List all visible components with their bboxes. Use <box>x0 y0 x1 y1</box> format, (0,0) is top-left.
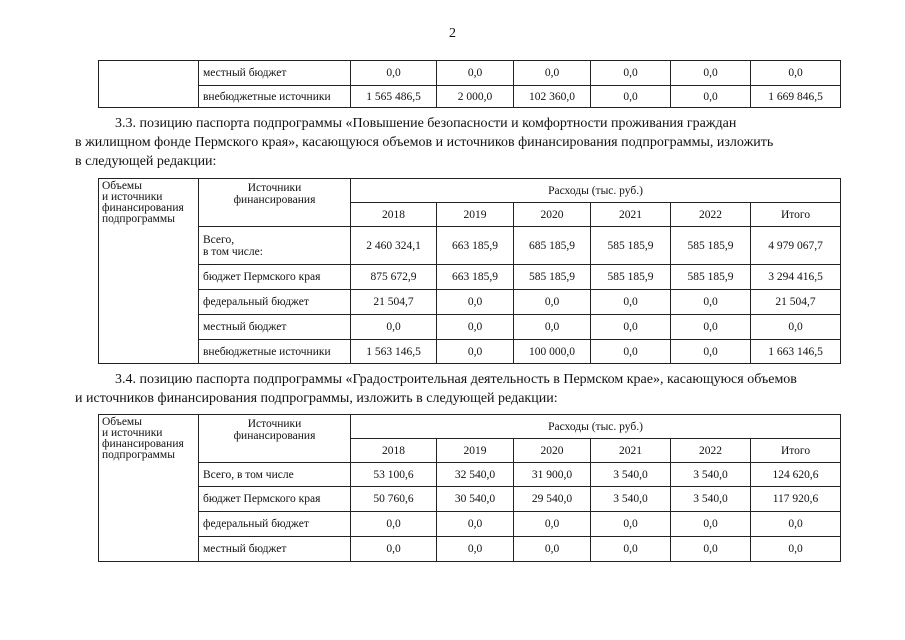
value-cell: 3 540,0 <box>671 487 751 512</box>
value-cell: 0,0 <box>751 61 841 86</box>
value-cell: 0,0 <box>437 61 514 86</box>
objem-line: подпрограммы <box>102 213 175 225</box>
header-line: финансирования <box>233 194 316 206</box>
source-cell <box>199 227 351 265</box>
value-cell: 0,0 <box>514 537 591 562</box>
paragraph-line: в жилищном фонде Пермского края», касающуюся объемов и источников финансирования подпрограммы, изложить <box>75 135 774 150</box>
value-cell: 29 540,0 <box>514 487 591 512</box>
value-cell: 0,0 <box>671 537 751 562</box>
year-header: 2021 <box>591 439 671 463</box>
value-cell: 0,0 <box>751 315 841 340</box>
value-cell: 0,0 <box>437 290 514 315</box>
sources-header <box>199 415 351 463</box>
value-cell: 663 185,9 <box>437 265 514 290</box>
source-cell: бюджет Пермского края <box>199 265 351 290</box>
table-3-3 <box>98 178 841 364</box>
objem-cell <box>99 61 199 108</box>
source-line: Всего, <box>203 233 235 246</box>
sources-header <box>199 179 351 227</box>
value-cell: 663 185,9 <box>437 227 514 265</box>
year-header: Итого <box>751 439 841 463</box>
year-header: 2018 <box>351 439 437 463</box>
value-cell: 0,0 <box>671 512 751 537</box>
value-cell: 3 540,0 <box>591 463 671 487</box>
objem-cell <box>99 179 199 364</box>
header-line: Источники <box>247 182 302 194</box>
source-cell: местный бюджет <box>199 537 351 562</box>
expenses-header: Расходы (тыс. руб.) <box>351 415 841 439</box>
value-cell: 585 185,9 <box>671 265 751 290</box>
value-cell: 0,0 <box>514 512 591 537</box>
value-cell: 32 540,0 <box>437 463 514 487</box>
objem-line: Объемы <box>102 416 142 428</box>
value-cell: 0,0 <box>437 537 514 562</box>
paragraph-line: в следующей редакции: <box>75 154 217 169</box>
value-cell: 585 185,9 <box>514 265 591 290</box>
value-cell: 0,0 <box>671 340 751 364</box>
value-cell: 0,0 <box>591 61 671 86</box>
source-cell: внебюджетные источники <box>199 86 351 108</box>
value-cell: 0,0 <box>591 512 671 537</box>
year-header: 2019 <box>437 203 514 227</box>
value-cell: 875 672,9 <box>351 265 437 290</box>
value-cell: 0,0 <box>671 61 751 86</box>
table-row <box>99 290 841 315</box>
value-cell: 1 669 846,5 <box>751 86 841 108</box>
value-cell: 100 000,0 <box>514 340 591 364</box>
value-cell: 1 563 146,5 <box>351 340 437 364</box>
table-row <box>99 86 841 108</box>
value-cell: 585 185,9 <box>671 227 751 265</box>
objem-cell <box>99 415 199 562</box>
value-cell: 0,0 <box>751 512 841 537</box>
table-header-row <box>99 415 841 439</box>
year-header: 2022 <box>671 203 751 227</box>
table-row <box>99 315 841 340</box>
source-cell: Всего, в том числе <box>199 463 351 487</box>
value-cell: 2 000,0 <box>437 86 514 108</box>
year-header: 2020 <box>514 203 591 227</box>
page-number: 2 <box>449 26 456 41</box>
value-cell: 0,0 <box>591 537 671 562</box>
year-header: 2021 <box>591 203 671 227</box>
value-cell: 53 100,6 <box>351 463 437 487</box>
table-row <box>99 61 841 86</box>
value-cell: 685 185,9 <box>514 227 591 265</box>
value-cell: 0,0 <box>437 315 514 340</box>
source-cell: местный бюджет <box>199 61 351 86</box>
top-table <box>98 60 841 108</box>
value-cell: 585 185,9 <box>591 265 671 290</box>
value-cell: 102 360,0 <box>514 86 591 108</box>
source-line: в том числе: <box>203 245 263 258</box>
source-cell: местный бюджет <box>199 315 351 340</box>
value-cell: 1 565 486,5 <box>351 86 437 108</box>
value-cell: 0,0 <box>351 315 437 340</box>
year-header: 2022 <box>671 439 751 463</box>
paragraph-3-3 <box>75 114 855 171</box>
value-cell: 3 294 416,5 <box>751 265 841 290</box>
value-cell: 21 504,7 <box>351 290 437 315</box>
value-cell: 0,0 <box>591 290 671 315</box>
objem-line: Объемы <box>102 180 142 192</box>
value-cell: 3 540,0 <box>671 463 751 487</box>
value-cell: 0,0 <box>514 290 591 315</box>
objem-line: финансирования <box>102 202 184 214</box>
table-header-row <box>99 179 841 203</box>
value-cell: 0,0 <box>671 86 751 108</box>
value-cell: 0,0 <box>514 315 591 340</box>
value-cell: 0,0 <box>437 512 514 537</box>
year-header: 2019 <box>437 439 514 463</box>
objem-line: и источники <box>102 191 163 203</box>
year-header: Итого <box>751 203 841 227</box>
table-row <box>99 265 841 290</box>
table-3-4 <box>98 414 841 562</box>
objem-line: финансирования <box>102 438 184 450</box>
header-line: Источники <box>247 418 302 430</box>
value-cell: 0,0 <box>351 61 437 86</box>
year-header: 2020 <box>514 439 591 463</box>
value-cell: 117 920,6 <box>751 487 841 512</box>
value-cell: 585 185,9 <box>591 227 671 265</box>
value-cell: 0,0 <box>351 537 437 562</box>
value-cell: 0,0 <box>437 340 514 364</box>
table-row <box>99 463 841 487</box>
header-line: финансирования <box>233 430 316 442</box>
expenses-header: Расходы (тыс. руб.) <box>351 179 841 203</box>
value-cell: 0,0 <box>671 290 751 315</box>
value-cell: 21 504,7 <box>751 290 841 315</box>
paragraph-3-4 <box>75 370 855 408</box>
table-row <box>99 512 841 537</box>
value-cell: 0,0 <box>591 315 671 340</box>
table-row <box>99 340 841 364</box>
value-cell: 31 900,0 <box>514 463 591 487</box>
value-cell: 0,0 <box>671 315 751 340</box>
value-cell: 50 760,6 <box>351 487 437 512</box>
source-cell: федеральный бюджет <box>199 290 351 315</box>
value-cell: 0,0 <box>751 537 841 562</box>
table-row <box>99 537 841 562</box>
source-cell: бюджет Пермского края <box>199 487 351 512</box>
paragraph-line: 3.3. позицию паспорта подпрограммы «Повышение безопасности и комфортности проживания граждан <box>115 116 737 131</box>
value-cell: 0,0 <box>591 340 671 364</box>
source-cell: федеральный бюджет <box>199 512 351 537</box>
table-row <box>99 487 841 512</box>
value-cell: 4 979 067,7 <box>751 227 841 265</box>
objem-line: и источники <box>102 427 163 439</box>
value-cell: 0,0 <box>514 61 591 86</box>
table-row <box>99 227 841 265</box>
paragraph-line: и источников финансирования подпрограммы, изложить в следующей редакции: <box>75 391 558 406</box>
value-cell: 0,0 <box>591 86 671 108</box>
year-header: 2018 <box>351 203 437 227</box>
paragraph-line: 3.4. позицию паспорта подпрограммы «Градостроительная деятельность в Пермском крае», касающуюся объемов <box>115 372 797 387</box>
value-cell: 3 540,0 <box>591 487 671 512</box>
source-cell: внебюджетные источники <box>199 340 351 364</box>
value-cell: 1 663 146,5 <box>751 340 841 364</box>
value-cell: 2 460 324,1 <box>351 227 437 265</box>
value-cell: 124 620,6 <box>751 463 841 487</box>
value-cell: 30 540,0 <box>437 487 514 512</box>
objem-line: подпрограммы <box>102 449 175 461</box>
value-cell: 0,0 <box>351 512 437 537</box>
